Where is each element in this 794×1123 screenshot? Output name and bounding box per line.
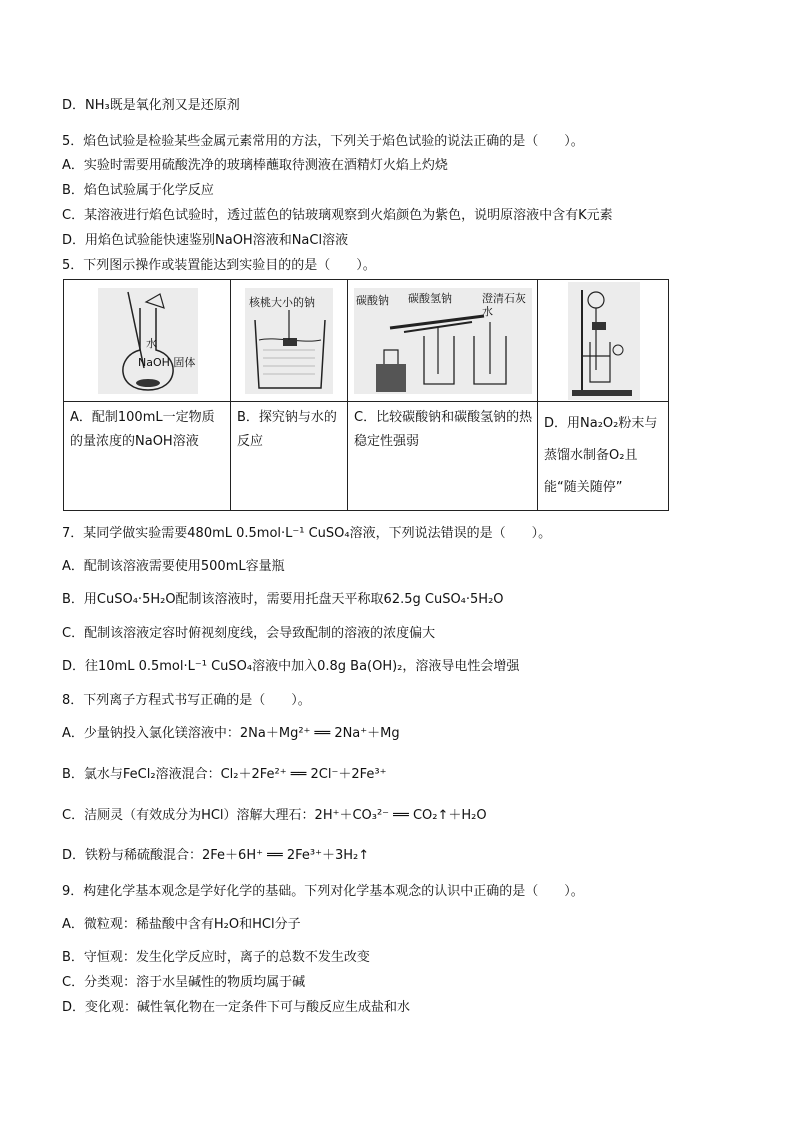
question-7-option-a: A．配制该溶液需要使用500mL容量瓶 — [62, 559, 285, 574]
question-5a-option-d: D．用焰色试验能快速鉴别NaOH溶液和NaCl溶液 — [62, 233, 349, 248]
question-7-option-b: B．用CuSO₄·5H₂O配制该溶液时，需要用托盘天平称取62.5g CuSO₄·5H₂O — [62, 592, 504, 607]
table-cell-d — [538, 280, 668, 510]
question-8-option-a: A．少量钠投入氯化镁溶液中：2Na＋Mg²⁺ ══ 2Na⁺＋Mg — [62, 726, 400, 741]
table-cell-c — [348, 280, 538, 510]
question-7: 7．某同学做实验需要480mL 0.5mol·L⁻¹ CuSO₄溶液，下列说法错误的是（ ）。 — [62, 526, 552, 541]
question-5b: 5．下列图示操作或装置能达到实验目的的是（ ）。 — [62, 258, 376, 273]
label-sodium-bicarbonate: 碳酸氢钠 — [408, 292, 452, 305]
table-cell-b — [231, 280, 348, 510]
label-limewater: 澄清石灰水 — [482, 292, 526, 318]
question-8-option-b: B．氯水与FeCl₂溶液混合：Cl₂＋2Fe²⁺ ══ 2Cl⁻＋2Fe³⁺ — [62, 767, 387, 782]
question-8-option-c: C．洁厕灵（有效成分为HCl）溶解大理石：2H⁺＋CO₃²⁻ ══ CO₂↑＋H₂O — [62, 808, 487, 823]
question-7-option-d: D．往10mL 0.5mol·L⁻¹ CuSO₄溶液中加入0.8g Ba(OH)₂，溶液导电性会增强 — [62, 659, 520, 674]
question-9-option-a: A．微粒观：稀盐酸中含有H₂O和HCl分子 — [62, 917, 301, 932]
question-9-option-d: D．变化观：碱性氧化物在一定条件下可与酸反应生成盐和水 — [62, 1000, 411, 1015]
caption-d: D．用Na₂O₂粉末与蒸馏水制备O₂且能“随关随停” — [544, 416, 658, 495]
gas-generator-icon — [568, 282, 640, 400]
apparatus-b-image — [245, 288, 333, 394]
label-sodium: 核桃大小的钠 — [249, 296, 315, 309]
question-5a: 5．焰色试验是检验某些金属元素常用的方法，下列关于焰色试验的说法正确的是（ ）。 — [62, 134, 584, 149]
question-9: 9．构建化学基本观念是学好化学的基础。下列对化学基本观念的认识中正确的是（ ）。 — [62, 884, 584, 899]
apparatus-c-image — [354, 288, 532, 394]
table-cell-a — [64, 280, 231, 510]
label-naoh-solid: NaOH 固体 — [138, 356, 196, 369]
question-9-option-b: B．守恒观：发生化学反应时，离子的总数不发生改变 — [62, 950, 370, 965]
label-sodium-carbonate: 碳酸钠 — [356, 294, 389, 307]
caption-a: A．配制100mL一定物质的量浓度的NaOH溶液 — [70, 410, 215, 449]
apparatus-table — [63, 279, 669, 511]
caption-b: B．探究钠与水的反应 — [237, 410, 337, 449]
question-7-option-c: C．配制该溶液定容时俯视刻度线，会导致配制的溶液的浓度偏大 — [62, 626, 436, 641]
question-5a-option-a: A．实验时需要用硫酸洗净的玻璃棒蘸取待测液在酒精灯火焰上灼烧 — [62, 158, 448, 173]
apparatus-a-image — [98, 288, 198, 394]
caption-c: C．比较碳酸钠和碳酸氢钠的热稳定性强弱 — [354, 410, 533, 449]
question-5a-option-b: B．焰色试验属于化学反应 — [62, 183, 214, 198]
question-5a-option-c: C．某溶液进行焰色试验时，透过蓝色的钴玻璃观察到火焰颜色为紫色，说明原溶液中含有K元素 — [62, 208, 613, 223]
option-d-prev: D．NH₃既是氧化剂又是还原剂 — [62, 98, 240, 113]
question-9-option-c: C．分类观：溶于水呈碱性的物质均属于碱 — [62, 975, 306, 990]
apparatus-d-image — [568, 282, 640, 400]
label-water: 水 — [146, 337, 157, 350]
question-8: 8．下列离子方程式书写正确的是（ ）。 — [62, 693, 311, 708]
question-8-option-d: D．铁粉与稀硫酸混合：2Fe＋6H⁺ ══ 2Fe³⁺＋3H₂↑ — [62, 848, 370, 863]
